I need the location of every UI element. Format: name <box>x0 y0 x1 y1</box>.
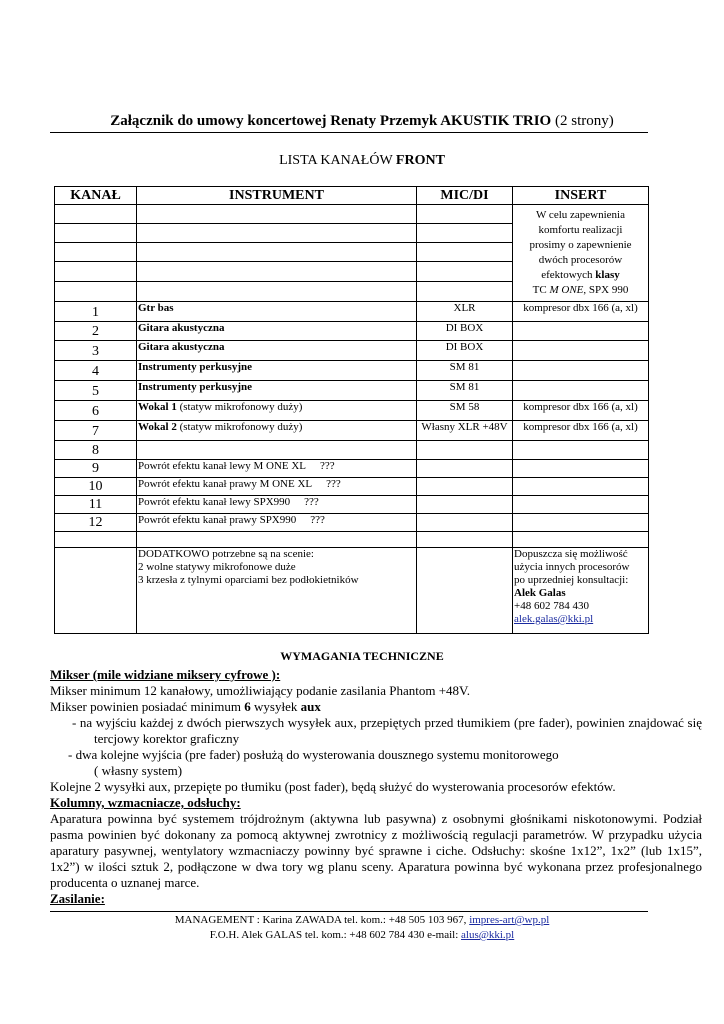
instrument-name: Instrumenty perkusyjne <box>138 361 252 373</box>
channel-number: 7 <box>55 421 137 441</box>
header-mic-di: MIC/DI <box>417 187 513 205</box>
channel-number: 6 <box>55 401 137 421</box>
mic-di-cell: DI BOX <box>417 322 513 341</box>
table-row <box>55 478 649 496</box>
insert-cell <box>513 322 649 341</box>
insert-cell: kompresor dbx 166 (a, xl) <box>513 302 649 322</box>
header-instrument: INSTRUMENT <box>137 187 417 205</box>
instrument-cell <box>137 361 417 381</box>
document-title <box>0 113 724 130</box>
header-channel: KANAŁ <box>55 187 137 205</box>
tech-requirements-body <box>50 667 702 907</box>
channel-number: 3 <box>55 341 137 361</box>
mic-di-cell: SM 58 <box>417 401 513 421</box>
channel-number: 4 <box>55 361 137 381</box>
mic-di-cell <box>417 478 513 496</box>
table-row <box>55 381 649 401</box>
mixer-bullet-2: - dwa kolejne wyjścia (pre fader) posłużą do wysterowania dousznego systemu monitorowego <box>68 747 559 762</box>
instrument-cell <box>137 460 417 478</box>
mic-di-cell: SM 81 <box>417 361 513 381</box>
instrument-cell <box>137 478 417 496</box>
instrument-cell <box>137 441 417 460</box>
mixer-bullet-2b: ( własny system) <box>94 763 183 778</box>
mixer-line-1: Mikser minimum 12 kanałowy, umożliwiający podanie zasilania Phantom +48V. <box>50 683 471 698</box>
channel-number: 11 <box>55 496 137 514</box>
channel-number: 12 <box>55 514 137 532</box>
management-email-link[interactable]: impres-art@wp.pl <box>469 914 550 926</box>
insert-cell <box>513 460 649 478</box>
columns-heading: Kolumny, wzmacniacze, odsłuchy: <box>50 795 241 810</box>
instrument-cell <box>137 496 417 514</box>
table-row <box>55 496 649 514</box>
insert-cell <box>513 381 649 401</box>
instrument-cell <box>137 302 417 322</box>
unknown-marker: ??? <box>304 496 319 508</box>
mic-di-cell <box>417 496 513 514</box>
table-row <box>55 322 649 341</box>
instrument-detail: Powrót efektu kanał lewy SPX990 <box>138 496 291 508</box>
table-row <box>55 421 649 441</box>
instrument-cell <box>137 421 417 441</box>
mic-di-cell <box>417 460 513 478</box>
processor-note: Dopuszcza się możliwość użycia innych procesorów po uprzedniej konsultacji: Alek Galas +48 602 784 430 alek.galas@kki.pl <box>513 548 649 634</box>
channel-table <box>54 186 649 634</box>
mic-di-cell: XLR <box>417 302 513 322</box>
mic-di-cell <box>417 441 513 460</box>
instrument-cell <box>137 381 417 401</box>
channel-list-title <box>0 153 724 169</box>
insert-cell: kompresor dbx 166 (a, xl) <box>513 421 649 441</box>
instrument-detail: (statyw mikrofonowy duży) <box>176 401 303 413</box>
insert-note: W celu zapewnienia komfortu realizacji prosimy o zapewnienie dwóch procesorów efektowych klasy TC M ONE, SPX 990 <box>513 205 649 302</box>
footer-management: MANAGEMENT : Karina ZAWADA tel. kom.: +48 505 103 967, impres-art@wp.pl <box>174 914 550 926</box>
insert-cell <box>513 441 649 460</box>
insert-cell <box>513 341 649 361</box>
instrument-detail: Powrót efektu kanał lewy M ONE XL <box>138 460 307 472</box>
subtitle-prefix: LISTA KANAŁÓW <box>279 153 393 168</box>
table-row <box>55 341 649 361</box>
channel-number: 2 <box>55 322 137 341</box>
insert-cell <box>513 514 649 532</box>
insert-cell <box>513 478 649 496</box>
instrument-cell <box>137 341 417 361</box>
contact-phone: +48 602 784 430 <box>514 600 589 612</box>
mixer-line-3: Kolejne 2 wysyłki aux, przepięte po tłumiku (post fader), będą służyć do wysterowania procesorów efektów. <box>50 779 616 794</box>
instrument-name: Gitara akustyczna <box>138 322 225 334</box>
instrument-name: Instrumenty perkusyjne <box>138 381 252 393</box>
title-suffix: (2 strony) <box>554 113 614 129</box>
table-row <box>55 205 649 224</box>
table-row <box>55 441 649 460</box>
subtitle-bold: FRONT <box>395 153 445 168</box>
mic-di-cell: Własny XLR +48V <box>417 421 513 441</box>
contact-name: Alek Galas <box>514 587 566 599</box>
table-row <box>55 302 649 322</box>
unknown-marker: ??? <box>320 460 335 472</box>
instrument-name: Gtr bas <box>138 302 174 314</box>
instrument-cell <box>137 514 417 532</box>
instrument-cell <box>137 322 417 341</box>
instrument-name: Wokal 2 <box>138 421 177 433</box>
mixer-bullet-1: - na wyjściu każdej z dwóch pierwszych wysyłek aux, przepiętych przed tłumikiem (pre fader), powinien znajdować się tercjowy korektor graficzny <box>72 715 702 746</box>
title-main: Załącznik do umowy koncertowej Renaty Przemyk AKUSTIK TRIO <box>110 113 552 129</box>
table-row <box>55 532 649 548</box>
footer-foh: F.O.H. Alek GALAS tel. kom.: +48 602 784 430 e-mail: alus@kki.pl <box>209 929 515 941</box>
table-header-row <box>55 187 649 205</box>
mic-di-cell <box>417 514 513 532</box>
table-row <box>55 460 649 478</box>
channel-number: 5 <box>55 381 137 401</box>
instrument-name: Gitara akustyczna <box>138 341 225 353</box>
insert-cell <box>513 496 649 514</box>
power-heading: Zasilanie: <box>50 891 105 906</box>
header-insert: INSERT <box>513 187 649 205</box>
channel-number: 9 <box>55 460 137 478</box>
extra-requirements: DODATKOWO potrzebne są na scenie: 2 wolne statywy mikrofonowe duże 3 krzesła z tylnymi oparciami bez podłokietników <box>137 548 417 634</box>
mic-di-cell: DI BOX <box>417 341 513 361</box>
title-divider <box>50 132 648 133</box>
instrument-cell <box>137 401 417 421</box>
table-row <box>55 514 649 532</box>
mixer-heading: Mikser (mile widziane miksery cyfrowe ): <box>50 667 281 682</box>
columns-text: Aparatura powinna być systemem trójdrożnym (aktywna lub pasywna) z osobnymi głośnikami niskotonowymi. Podział pasma powinien być dokonany za pomocą aktywnej zwrotnicy z możliwością regulacji parametrów. W przypadku użycia aparatury pasywnej, wentylatory wzmacniaczy powinny być sprawne i ciche. Odsłuchy: skośne 1x12”, 1x2” (lub 1x15”, 1x2”) w ilości sztuk 2, podłączone w dwa tory wg planu sceny. Aparatura powinna być wykonana przez profesjonalnego producenta o uznanej marce. <box>50 811 702 890</box>
insert-cell <box>513 361 649 381</box>
contact-email-link[interactable]: alek.galas@kki.pl <box>514 613 594 625</box>
table-row-extra <box>55 548 649 634</box>
foh-email-link[interactable]: alus@kki.pl <box>461 929 515 941</box>
instrument-detail: (statyw mikrofonowy duży) <box>176 421 303 433</box>
instrument-detail: Powrót efektu kanał prawy M ONE XL <box>138 478 313 490</box>
mic-di-cell: SM 81 <box>417 381 513 401</box>
channel-number: 8 <box>55 441 137 460</box>
channel-number: 10 <box>55 478 137 496</box>
channel-number: 1 <box>55 302 137 322</box>
instrument-detail: Powrót efektu kanał prawy SPX990 <box>138 514 297 526</box>
unknown-marker: ??? <box>310 514 325 526</box>
insert-cell: kompresor dbx 166 (a, xl) <box>513 401 649 421</box>
table-row <box>55 401 649 421</box>
footer-divider <box>50 911 648 912</box>
tech-requirements-heading: WYMAGANIA TECHNICZNE <box>280 649 444 663</box>
table-row <box>55 361 649 381</box>
unknown-marker: ??? <box>326 478 341 490</box>
instrument-name: Wokal 1 <box>138 401 177 413</box>
mixer-line-2: Mikser powinien posiadać minimum 6 wysyłek aux <box>50 699 321 714</box>
